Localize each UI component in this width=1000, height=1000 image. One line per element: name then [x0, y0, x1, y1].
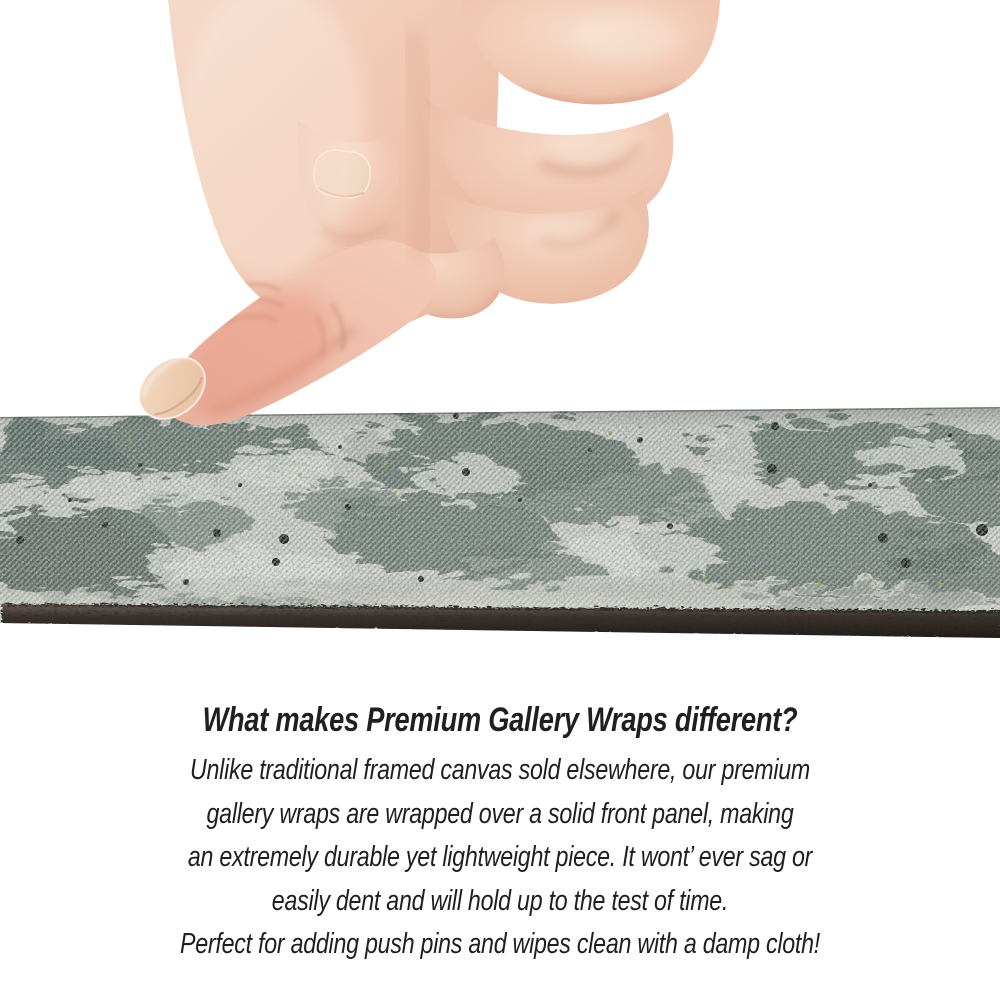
canvas-edge-strip [0, 405, 1000, 640]
info-heading: What makes Premium Gallery Wraps different? [202, 701, 798, 739]
hand-photo [70, 0, 730, 440]
info-line-2: gallery wraps are wrapped over a solid front panel, making [206, 797, 794, 830]
info-text [100, 696, 900, 967]
info-line-1: Unlike traditional framed canvas sold elsewhere, our premium [189, 754, 811, 786]
canvas-texture [0, 405, 1000, 640]
info-line-4: easily dent and will hold up to the test of time. [271, 884, 729, 917]
info-line-5: Perfect for adding push pins and wipes clean with a damp cloth! [179, 928, 821, 960]
info-line-3: an extremely durable yet lightweight piece. It wont’ ever sag or [187, 841, 813, 873]
